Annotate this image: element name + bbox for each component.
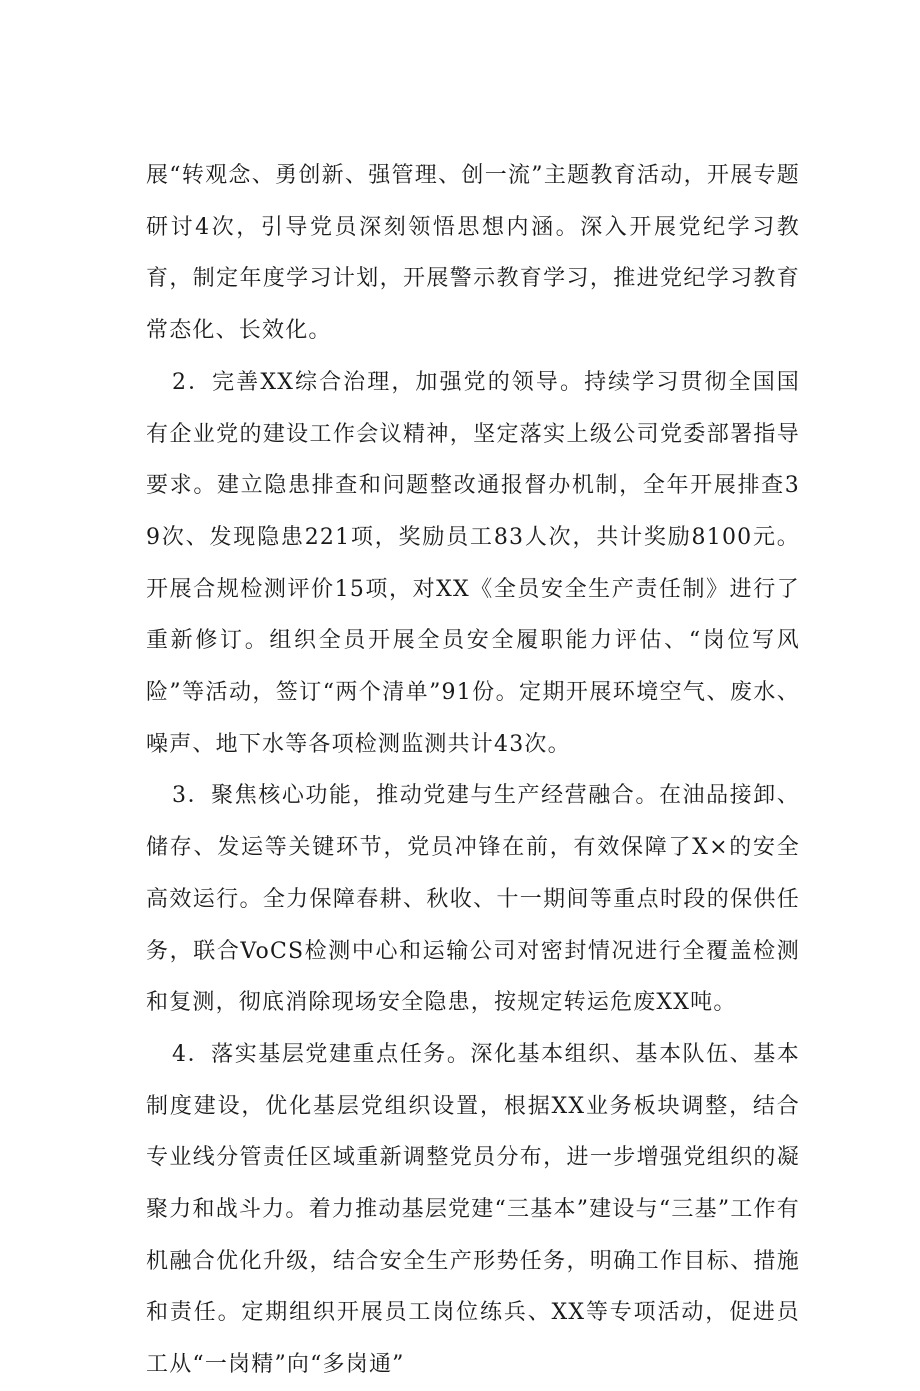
paragraph-3: 3．聚焦核心功能，推动党建与生产经营融合。在油品接卸、储存、发运等关键环节，党员冲锋在前，有效保障了X×的安全高效运行。全力保障春耕、秋收、十一期间等重点时段的保供任务，联合VoCS检测中心和运输公司对密封情况进行全覆盖检测和复测，彻底消除现场安全隐患，按规定转运危废XX吨。 (146, 783, 800, 1016)
paragraph-1: 展“转观念、勇创新、强管理、创一流”主题教育活动，开展专题研讨4次，引导党员深刻领悟思想内涵。深入开展党纪学习教育，制定年度学习计划，开展警示教育学习，推进党纪学习教育常态化、长效化。 (146, 163, 800, 344)
paragraph-4: 4．落实基层党建重点任务。深化基本组织、基本队伍、基本制度建设，优化基层党组织设置，根据XX业务板块调整，结合专业线分管责任区域重新调整党员分布，进一步增强党组织的凝聚力和战斗力。着力推动基层党建“三基本”建设与“三基”工作有机融合优化升级，结合安全生产形势任务，明确工作目标、措施和责任。定期组织开展员工岗位练兵、XX等专项活动，促进员工从“一岗精”向“多岗通” (146, 1041, 800, 1378)
document-page (146, 150, 800, 1391)
paragraph-2: 2．完善XX综合治理，加强党的领导。持续学习贯彻全国国有企业党的建设工作会议精神，坚定落实上级公司党委部署指导要求。建立隐患排查和问题整改通报督办机制，全年开展排查39次、发现隐患221项，奖励员工83人次，共计奖励8100元。开展合规检测评价15项，对XX《全员安全生产责任制》进行了重新修订。组织全员开展全员安全履职能力评估、“岗位写风险”等活动，签订“两个清单”91份。定期开展环境空气、废水、噪声、地下水等各项检测监测共计43次。 (146, 369, 800, 757)
